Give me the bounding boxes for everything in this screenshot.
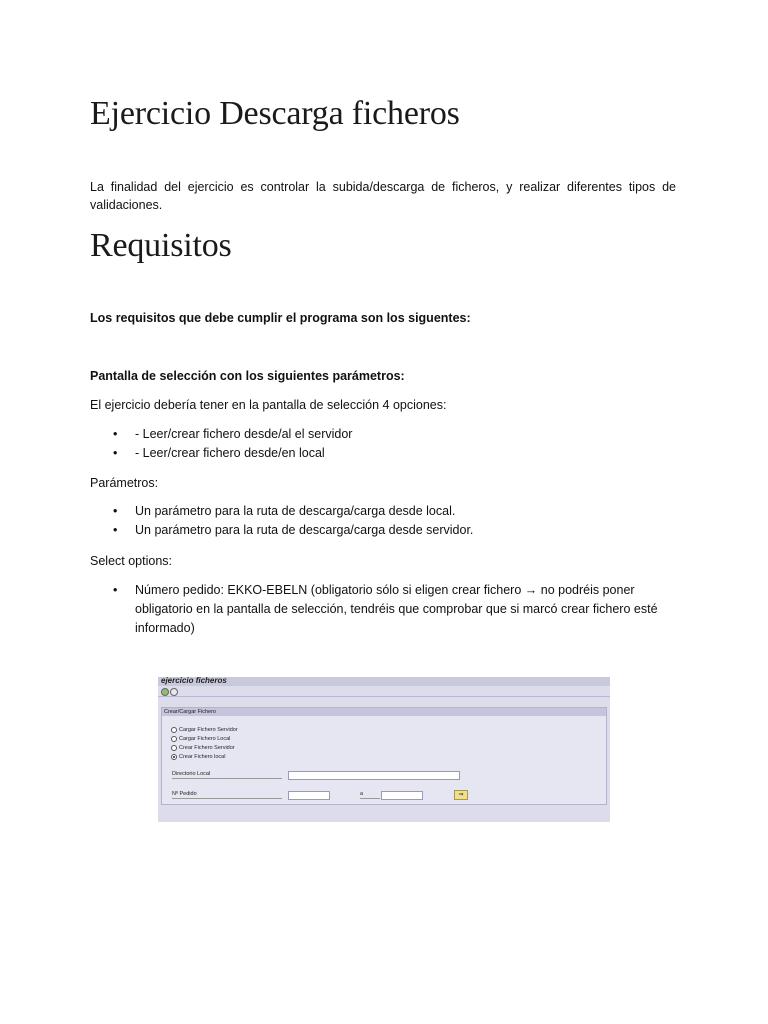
directorio-local-input[interactable] [288, 771, 460, 780]
intro-paragraph-cont: validaciones. [90, 198, 163, 212]
requirements-heading: Requisitos [90, 227, 232, 264]
directorio-local-label: Directorio Local [172, 771, 211, 777]
label-underline [172, 778, 282, 779]
bullet-icon: • [113, 504, 118, 518]
pedido-label: Nº Pedido [172, 791, 197, 797]
list-item [90, 581, 678, 638]
radio-crear-servidor[interactable]: Crear Fichero Servidor [171, 745, 235, 751]
sap-selection-screen-image [158, 677, 610, 822]
list-item-text: Número pedido: EKKO-EBELN (obligatorio sólo si eligen crear fichero → no podréis poner [135, 583, 635, 597]
bullet-icon: • [113, 523, 118, 537]
list-item-text: obligatorio en la pantalla de selección, tendréis que comprobar que si marcó crear fichero esté [135, 602, 658, 616]
list-item [90, 502, 678, 521]
select-options-label: Select options: [90, 554, 172, 568]
sap-toolbar [158, 686, 610, 697]
list-item-text: Un parámetro para la ruta de descarga/carga desde servidor. [135, 523, 474, 537]
radio-icon[interactable] [171, 727, 177, 733]
radio-cargar-servidor[interactable]: Cargar Fichero Servidor [171, 727, 238, 733]
sap-frame-crear-cargar [161, 707, 607, 805]
select-options-list [90, 581, 678, 638]
multiple-selection-icon[interactable]: ⇒ [454, 790, 468, 800]
execute-icon[interactable] [161, 688, 169, 696]
options-list [90, 425, 678, 463]
radio-cargar-local[interactable]: Cargar Fichero Local [171, 736, 230, 742]
sap-frame-header [162, 708, 606, 716]
selection-screen-description: El ejercicio debería tener en la pantalla de selección 4 opciones: [90, 398, 447, 412]
bullet-icon: • [113, 446, 118, 460]
radio-icon[interactable] [171, 745, 177, 751]
parameters-list [90, 502, 678, 540]
parameters-label: Parámetros: [90, 476, 159, 490]
sap-frame-title: Crear/Cargar Fichero [164, 709, 216, 715]
list-item-text: Un parámetro para la ruta de descarga/carga desde local. [135, 504, 456, 518]
radio-selected-icon[interactable] [171, 754, 177, 760]
label-underline [360, 798, 380, 799]
sap-title: ejercicio ficheros [161, 677, 227, 685]
selection-screen-heading: Pantalla de selección con los siguientes parámetros: [90, 369, 405, 383]
sap-bottom-area [158, 808, 610, 822]
requirements-intro: Los requisitos que debe cumplir el programa son los siguentes: [90, 311, 471, 325]
list-item-text: informado) [135, 621, 195, 635]
variant-icon[interactable] [170, 688, 178, 696]
label-underline [172, 798, 282, 799]
list-item [90, 521, 678, 540]
list-item-text: - Leer/crear fichero desde/al el servidor [135, 427, 353, 441]
document-title: Ejercicio Descarga ficheros [90, 95, 460, 132]
sap-title-bar [158, 677, 610, 686]
intro-paragraph: La finalidad del ejercicio es controlar la subida/descarga de ficheros, y realizar diferentes tipos de [90, 180, 676, 194]
radio-icon[interactable] [171, 736, 177, 742]
pedido-to-input[interactable] [381, 791, 423, 800]
list-item [90, 425, 678, 444]
list-item [90, 444, 678, 463]
bullet-icon: • [113, 427, 118, 441]
bullet-icon: • [113, 583, 118, 597]
to-label: a [360, 791, 364, 797]
radio-crear-local[interactable]: Crear Fichero local [171, 754, 225, 760]
list-item-text: - Leer/crear fichero desde/en local [135, 446, 325, 460]
pedido-from-input[interactable] [288, 791, 330, 800]
